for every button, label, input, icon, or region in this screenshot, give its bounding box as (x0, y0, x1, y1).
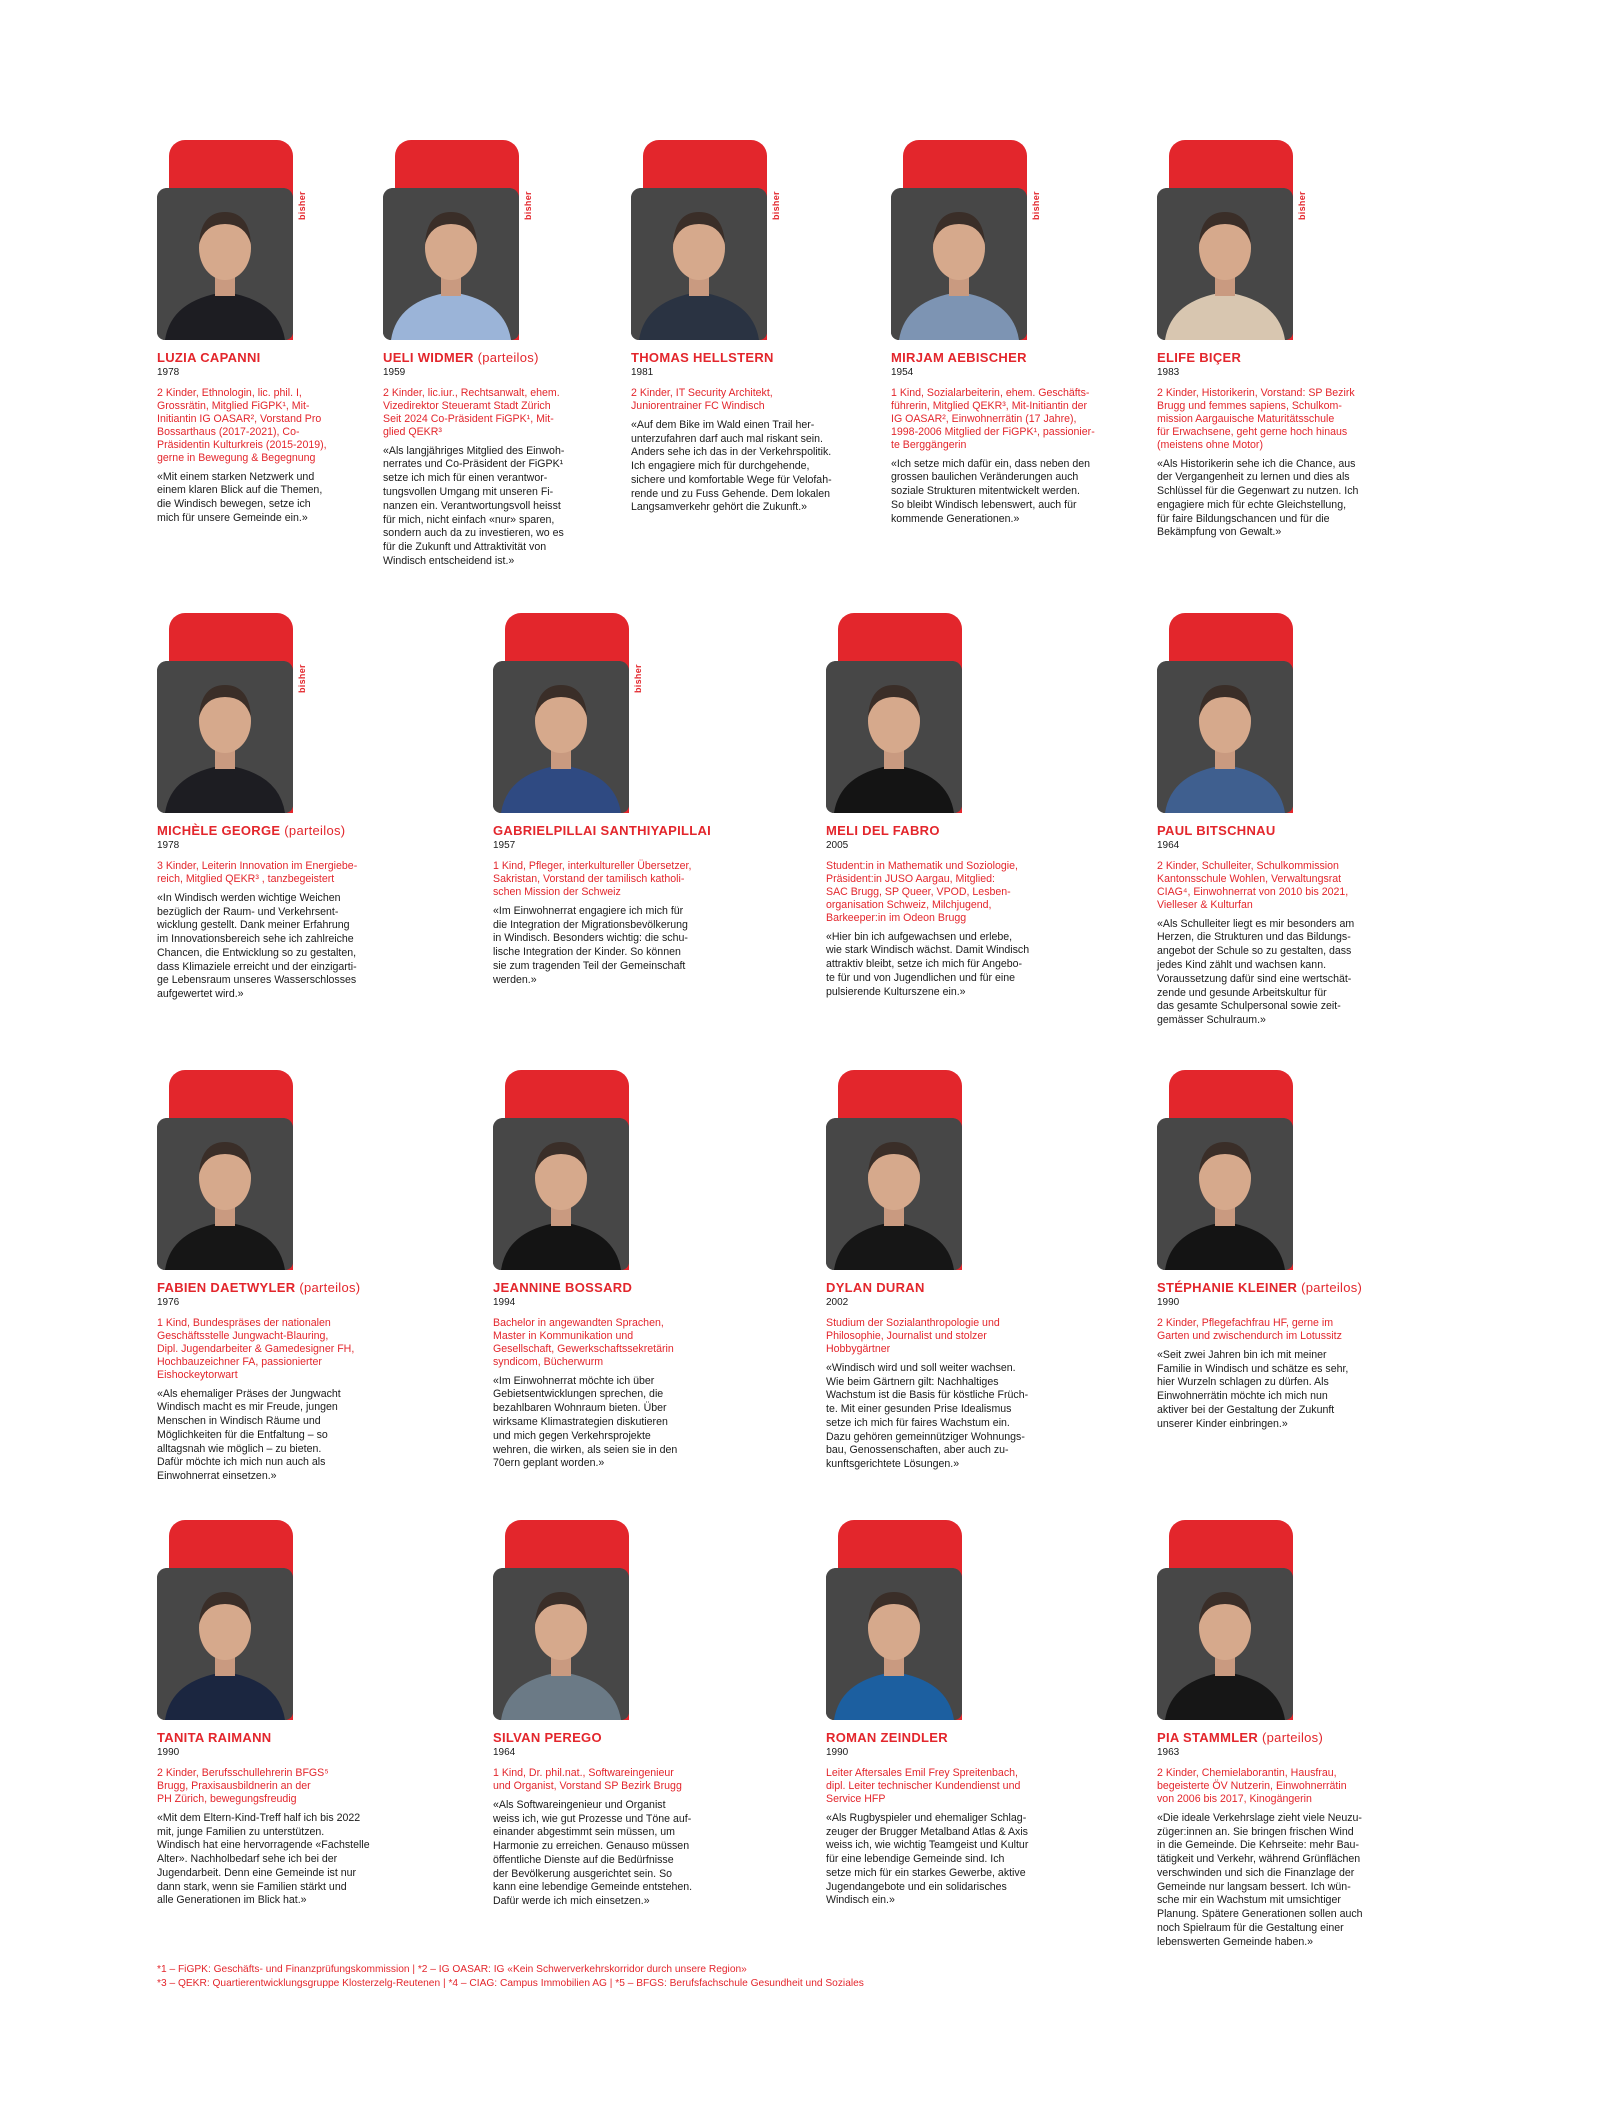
candidate-card (826, 1070, 1066, 1472)
candidate-bio: 1 Kind, Bundespräses der nationalen Geschäftsstelle Jungwacht-Blauring, Dipl. Jugendarbeiter & Gamedesigner FH, Hochbauzeichner FA, passionierter Eishockeytorwart (157, 1317, 355, 1381)
candidate-bio: Studium der Sozialanthropologie und Philosophie, Journalist und stolzer Hobbygärtner (826, 1317, 1000, 1355)
candidate-name-text: MIRJAM AEBISCHER (891, 350, 1027, 365)
incumbent-label: bisher (297, 664, 307, 693)
portrait-photo (1157, 188, 1293, 340)
portrait-photo (157, 661, 293, 813)
candidate-name (826, 823, 1066, 838)
incumbent-label: bisher (771, 191, 781, 220)
portrait-photo (157, 1568, 293, 1720)
candidate-name-text: FABIEN DAETWYLER (157, 1280, 296, 1295)
candidate-bio: 2 Kinder, Ethnologin, lic. phil. I, Grossrätin, Mitglied FiGPK¹, Mit- Initiantin IG OASAR², Vorstand Pro Bossarthaus (2017-2021), Co- Präsidentin Kulturkreis (2015-2019), gerne in Bewegung & Begegnung (157, 387, 327, 464)
candidate-quote: «Seit zwei Jahren bin ich mit meiner Familie in Windisch und schätze es sehr, hier Wurzeln schlagen zu dürfen. Als Einwohnerrätin möchte ich mich nun aktiver bei der Gestaltung der Zukunft unserer Kinder einbringen.» (1157, 1348, 1349, 1430)
candidate-name (826, 1730, 1066, 1745)
portrait-frame (157, 140, 307, 340)
candidate-name-text: PAUL BITSCHNAU (1157, 823, 1276, 838)
portrait-frame (1157, 613, 1293, 813)
candidate-name-text: LUZIA CAPANNI (157, 350, 261, 365)
incumbent-label: bisher (633, 664, 643, 693)
portrait-photo (826, 1118, 962, 1270)
candidate-birth-year: 1990 (826, 1747, 849, 1758)
portrait-photo (493, 1118, 629, 1270)
portrait-photo (493, 661, 629, 813)
portrait-frame (383, 140, 533, 340)
candidate-bio: 2 Kinder, IT Security Architekt, Juniorentrainer FC Windisch (631, 387, 773, 412)
portrait-frame (157, 1520, 293, 1720)
portrait-frame (157, 1070, 293, 1270)
candidate-quote: «Als Historikerin sehe ich die Chance, aus der Vergangenheit zu lernen und dies als Schlüssel für die Gegenwart zu nutzen. Ich engagiere mich für echte Gleichstellung, für faire Bildungschancen und für die Bekämpfung von Gewalt.» (1157, 457, 1359, 539)
candidate-bio: Bachelor in angewandten Sprachen, Master in Kommunikation und Gesellschaft, Gewerkschaftssekretärin syndicom, Bücherwurm (493, 1317, 674, 1368)
candidate-party: (parteilos) (473, 350, 539, 365)
candidate-name (1157, 1730, 1407, 1745)
portrait-photo (157, 1118, 293, 1270)
candidate-name-text: SILVAN PEREGO (493, 1730, 602, 1745)
portrait-photo (1157, 661, 1293, 813)
candidate-bio: 1 Kind, Dr. phil.nat., Softwareingenieur und Organist, Vorstand SP Bezirk Brugg (493, 1767, 682, 1792)
candidate-name (826, 1280, 1066, 1295)
portrait-photo (631, 188, 767, 340)
candidate-name-text: MELI DEL FABRO (826, 823, 940, 838)
candidate-quote: «Im Einwohnerrat möchte ich über Gebietsentwicklungen sprechen, die bezahlbaren Wohnraum bieten. Über wirksame Klimastrategien diskutieren und mich gegen Verkehrsprojekte wehren, die wirken, als seien sie in den 70ern geplant worden.» (493, 1374, 678, 1470)
candidate-card (1157, 613, 1407, 1028)
candidate-birth-year: 1990 (1157, 1297, 1180, 1308)
candidate-name (157, 1280, 397, 1295)
candidate-name (1157, 1280, 1407, 1295)
portrait-photo (826, 661, 962, 813)
candidate-name (631, 350, 861, 365)
candidate-name (157, 350, 377, 365)
candidate-card (1157, 1070, 1407, 1431)
incumbent-label: bisher (1297, 191, 1307, 220)
portrait-frame (493, 613, 643, 813)
portrait-photo (1157, 1568, 1293, 1720)
candidate-quote: «Mit dem Eltern-Kind-Treff half ich bis 2022 mit, junge Familien zu unterstützen. Windisch hat eine hervorragende «Fachstelle Alter». Nachholbedarf sehe ich bei der Jugendarbeit. Denn eine Gemeinde ist nur dann stark, wenn sie Familien stärkt und alle Generationen im Blick hat.» (157, 1811, 370, 1907)
candidate-quote: «Windisch wird und soll weiter wachsen. Wie beim Gärtnern gilt: Nachhaltiges Wachstum ist die Basis für köstliche Früch- te. Mit einer gesunden Prise Idealismus setze ich mich für faires Wachstum ein. Dazu gehören gemeinnütziger Wohnungs- bau, Genossenschaften, aber auch zu- kunftsgerichtete Lösungen.» (826, 1361, 1029, 1471)
portrait-frame (826, 1070, 962, 1270)
candidate-birth-year: 1976 (157, 1297, 180, 1308)
candidate-card (826, 1520, 1066, 1908)
candidate-card (826, 613, 1066, 999)
candidate-birth-year: 1978 (157, 840, 180, 851)
portrait-frame (631, 140, 781, 340)
incumbent-label: bisher (1031, 191, 1041, 220)
candidate-card (493, 1070, 733, 1471)
candidate-card (1157, 140, 1407, 540)
candidate-card (157, 140, 377, 526)
candidate-bio: 2 Kinder, Chemielaborantin, Hausfrau, begeisterte ÖV Nutzerin, Einwohnerrätin von 2006 bis 2017, Kinogängerin (1157, 1767, 1347, 1805)
candidate-card (1157, 1520, 1407, 1949)
incumbent-label: bisher (523, 191, 533, 220)
candidate-birth-year: 2005 (826, 840, 849, 851)
candidate-name (383, 350, 603, 365)
candidate-card (493, 1520, 733, 1909)
candidate-bio: 3 Kinder, Leiterin Innovation im Energiebe- reich, Mitglied QEKR³ , tanzbegeistert (157, 860, 358, 885)
candidate-party: (parteilos) (1258, 1730, 1324, 1745)
portrait-frame (493, 1520, 629, 1720)
candidate-quote: «Mit einem starken Netzwerk und einem klaren Blick auf die Themen, die Windisch bewegen, setze ich mich für unsere Gemeinde ein.» (157, 470, 323, 524)
candidate-quote: «Ich setze mich dafür ein, dass neben den grossen baulichen Veränderungen auch soziale Strukturen mitentwickelt werden. So bleibt Windisch lebenswert, auch für kommende Generationen.» (891, 457, 1091, 525)
candidate-name-text: STÉPHANIE KLEINER (1157, 1280, 1298, 1295)
candidate-bio: 2 Kinder, Pflegefachfrau HF, gerne im Garten und zwischendurch im Lotussitz (1157, 1317, 1342, 1342)
candidate-name-text: PIA STAMMLER (1157, 1730, 1259, 1745)
candidate-name (493, 1730, 733, 1745)
candidate-bio: 2 Kinder, Historikerin, Vorstand: SP Bezirk Brugg und femmes sapiens, Schulkom- mission Aargauische Maturitätsschule für Erwachsene, geht gerne hoch hinaus (meistens ohne Motor) (1157, 387, 1355, 451)
candidate-card (383, 140, 603, 569)
candidate-name-text: THOMAS HELLSTERN (631, 350, 774, 365)
candidate-birth-year: 1964 (493, 1747, 516, 1758)
candidate-bio: Student:in in Mathematik und Soziologie, Präsident:in JUSO Aargau, Mitglied: SAC Brugg, SP Queer, VPOD, Lesben- organisation Schweiz, Milchjugend, Barkeeper:in im Odeon Brugg (826, 860, 1018, 924)
candidate-party: (parteilos) (280, 823, 346, 838)
candidate-quote: «Hier bin ich aufgewachsen und erlebe, wie stark Windisch wächst. Damit Windisch attraktiv bleibt, setze ich mich für Angebo- te für und von Jugendlichen und für eine pulsierende Kulturszene ein.» (826, 930, 1030, 998)
candidate-card (631, 140, 861, 515)
portrait-frame (891, 140, 1041, 340)
portrait-photo (826, 1568, 962, 1720)
candidate-birth-year: 1990 (157, 1747, 180, 1758)
candidate-quote: «Im Einwohnerrat engagiere ich mich für die Integration der Migrationsbevölkerung in Windisch. Besonders wichtig: die schu- lische Integration der Kinder. So können sie zum tragenden Teil der Gemeinschaft werden.» (493, 904, 688, 986)
candidate-name-text: GABRIELPILLAI SANTHIYAPILLAI (493, 823, 712, 838)
candidate-bio: Leiter Aftersales Emil Frey Spreitenbach, dipl. Leiter technischer Kundendienst und Service HFP (826, 1767, 1021, 1805)
candidate-birth-year: 1994 (493, 1297, 516, 1308)
candidate-name (157, 1730, 397, 1745)
candidate-card (157, 1070, 397, 1484)
candidate-name (493, 823, 733, 838)
candidate-quote: «Als Softwareingenieur und Organist weiss ich, wie gut Prozesse und Töne auf- einander abgestimmt sein müssen, um Harmonie zu erreichen. Genauso müssen öffentliche Dienste auf die Bedürfnisse der Bevölkerung ausgerichtet sein. So kann eine lebendige Gemeinde entstehen. Dafür werde ich mich einsetzen.» (493, 1798, 693, 1908)
candidate-bio: 2 Kinder, Schulleiter, Schulkommission Kantonsschule Wohlen, Verwaltungsrat CIAG⁴, Einwohnerrat von 2010 bis 2021, Vielleser & Kulturfan (1157, 860, 1349, 911)
candidate-name (1157, 350, 1407, 365)
candidate-quote: «Auf dem Bike im Wald einen Trail her- unterzufahren darf auch mal riskant sein. Anders sehe ich das in der Verkehrspolitik. Ich engagiere mich für durchgehende, sichere und komfortable Wege für Velofah- rende und zu Fuss Gehende. Dem lokalen Langsamverkehr gehört die Zukunft.» (631, 418, 832, 514)
candidate-quote: «Als Schulleiter liegt es mir besonders am Herzen, die Strukturen und das Bildungs- angebot der Schule so zu gestalten, dass jedes Kind zählt und wachsen kann. Voraussetzung dafür sind eine wertschät- zende und gesunde Arbeitskultur für das gesamte Schulpersonal sowie zeit- gemässer Schulraum.» (1157, 917, 1355, 1027)
candidate-quote: «Als langjähriges Mitglied des Einwoh- nerrates und Co-Präsident der FiGPK¹ setze ich mich für einen verantwor- tungsvollen Umgang mit unseren Fi- nanzen ein. Verantwortungsvoll heisst für mich, nicht einfach «nur» sparen, sondern auch da zu investieren, wo es für die Zukunft und Attraktivität von Windisch entscheidend ist.» (383, 444, 565, 567)
candidate-bio: 2 Kinder, lic.iur., Rechtsanwalt, ehem. Vizedirektor Steueramt Stadt Zürich Seit 2024 Co-Präsident FiGPK¹, Mit- glied QEKR³ (383, 387, 560, 438)
portrait-frame (1157, 1520, 1293, 1720)
candidate-birth-year: 1963 (1157, 1747, 1180, 1758)
candidate-name-text: ELIFE BIÇER (1157, 350, 1242, 365)
candidate-quote: «Die ideale Verkehrslage zieht viele Neuzu- züger:innen an. Sie bringen frischen Wind in die Gemeinde. Die Kehrseite: mehr Bau- tätigkeit und Verkehr, während Grünflächen verschwinden und sich die Finanzlage der Gemeinde nur langsam bessert. Ich wün- sche mir ein Wachstum mit umsichtiger Planung. Spätere Generationen sollen auch noch Spielraum für die Gestaltung einer lebenswerten Gemeinde haben.» (1157, 1811, 1363, 1948)
portrait-frame (157, 613, 307, 813)
candidate-party: (parteilos) (295, 1280, 361, 1295)
portrait-frame (493, 1070, 629, 1270)
candidate-quote: «In Windisch werden wichtige Weichen bezüglich der Raum- und Verkehrsent- wicklung gestellt. Dank meiner Erfahrung im Innovationsbereich sehe ich zahlreiche Chancen, die Entwicklung so zu gestalten, dass Klimaziele erreicht und der einzigarti- ge Lebensraum unseres Wasserschlosses aufgewertet wird.» (157, 891, 357, 1001)
candidate-birth-year: 1964 (1157, 840, 1180, 851)
candidate-name (493, 1280, 733, 1295)
footnote-line-1: *1 – FiGPK: Geschäfts- und Finanzprüfungskommission | *2 – IG OASAR: IG «Kein Schwerverkehrskorridor durch unsere Region» (157, 1964, 747, 1975)
candidate-birth-year: 1959 (383, 367, 406, 378)
candidate-name-text: MICHÈLE GEORGE (157, 823, 281, 838)
candidate-bio: 1 Kind, Pfleger, interkultureller Übersetzer, Sakristan, Vorstand der tamilisch katholi- schen Mission der Schweiz (493, 860, 692, 898)
candidate-birth-year: 1981 (631, 367, 654, 378)
portrait-frame (826, 1520, 962, 1720)
candidate-name-text: TANITA RAIMANN (157, 1730, 272, 1745)
candidate-quote: «Als ehemaliger Präses der Jungwacht Windisch macht es mir Freude, jungen Menschen in Windisch Räume und Möglichkeiten für die Entfaltung – so alltagsnah wie möglich – zu bieten. Dafür möchte ich mich nun auch als Einwohnerrat einsetzen.» (157, 1387, 341, 1483)
candidate-card (493, 613, 733, 987)
candidate-birth-year: 2002 (826, 1297, 849, 1308)
portrait-photo (891, 188, 1027, 340)
footnotes (157, 1963, 864, 1991)
portrait-photo (493, 1568, 629, 1720)
candidate-birth-year: 1957 (493, 840, 516, 851)
incumbent-label: bisher (297, 191, 307, 220)
portrait-photo (1157, 1118, 1293, 1270)
footnote-line-2: *3 – QEKR: Quartierentwicklungsgruppe Klosterzelg-Reutenen | *4 – CIAG: Campus Immobilien AG | *5 – BFGS: Berufsfachschule Gesundheit und Soziales (157, 1977, 864, 1989)
candidate-name-text: JEANNINE BOSSARD (493, 1280, 633, 1295)
candidate-name-text: UELI WIDMER (383, 350, 474, 365)
candidate-quote: «Als Rugbyspieler und ehemaliger Schlag- zeuger der Brugger Metalband Atlas & Axis weiss ich, wie wichtig Teamgeist und Kultur für eine lebendige Gemeinde sind. Ich setze mich für ein starkes Gewerbe, aktive Jugendangebote und ein solidarisches Windisch ein.» (826, 1811, 1029, 1907)
candidate-card (157, 613, 397, 1002)
candidate-bio: 1 Kind, Sozialarbeiterin, ehem. Geschäfts- führerin, Mitglied QEKR³, Mit-Initiantin der IG OASAR², Einwohnerrätin (17 Jahre), 1998-2006 Mitglied der FiGPK¹, passionier- te Berggängerin (891, 387, 1095, 451)
candidate-name (1157, 823, 1407, 838)
candidate-name-text: ROMAN ZEINDLER (826, 1730, 948, 1745)
portrait-frame (826, 613, 962, 813)
candidate-card (891, 140, 1131, 526)
candidate-card (157, 1520, 397, 1908)
portrait-photo (383, 188, 519, 340)
candidate-name (157, 823, 397, 838)
portrait-photo (157, 188, 293, 340)
portrait-frame (1157, 140, 1307, 340)
portrait-frame (1157, 1070, 1293, 1270)
candidate-birth-year: 1983 (1157, 367, 1180, 378)
candidate-birth-year: 1954 (891, 367, 914, 378)
candidate-party: (parteilos) (1297, 1280, 1363, 1295)
candidate-bio: 2 Kinder, Berufsschullehrerin BFGS⁵ Brugg, Praxisausbildnerin an der PH Zürich, bewegungsfreudig (157, 1767, 329, 1805)
candidate-birth-year: 1978 (157, 367, 180, 378)
candidate-name (891, 350, 1131, 365)
candidate-name-text: DYLAN DURAN (826, 1280, 925, 1295)
